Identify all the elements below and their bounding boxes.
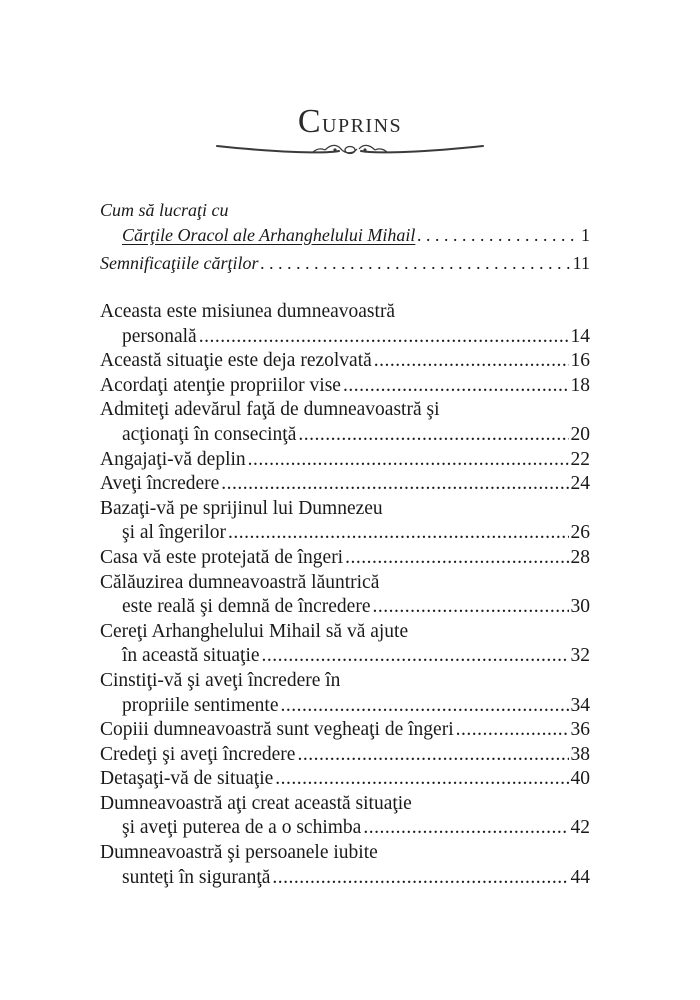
toc-entry-text: Aveţi încredere [100, 473, 220, 495]
toc-entry[interactable] [100, 448, 590, 473]
toc-entry-text: Dumneavoastră aţi creat această situaţie [100, 792, 412, 814]
dot-leader [456, 718, 569, 743]
toc-entry-text: Cereţi Arhanghelului Mihail să vă ajute [100, 620, 409, 642]
toc-entry[interactable] [100, 472, 590, 497]
toc-intro-section [100, 198, 590, 276]
toc-entry[interactable] [100, 398, 590, 447]
dot-leader [221, 472, 568, 497]
toc-list [100, 300, 590, 890]
dot-leader [260, 251, 570, 276]
toc-page-number: 28 [570, 546, 590, 568]
toc-entry-text: Această situaţie este deja rezolvată [100, 350, 372, 372]
dot-leader [262, 644, 569, 669]
dot-leader [417, 223, 579, 248]
toc-entry[interactable] [100, 497, 590, 546]
title-initial: C [297, 103, 323, 140]
toc-page-number: 22 [570, 448, 590, 470]
toc-entry-text: Angajaţi-vă deplin [100, 448, 246, 470]
toc-entry-text: propriile sentimente [122, 694, 279, 716]
toc-page-number: 38 [570, 743, 590, 765]
toc-page-number: 18 [570, 374, 590, 396]
toc-entry-text: Detaşaţi-vă de situaţie [100, 768, 274, 790]
toc-page-number: 36 [570, 719, 590, 741]
toc-page-number: 30 [570, 596, 590, 618]
toc-entry-text: sunteţi în siguranţă [122, 866, 271, 888]
toc-entry[interactable] [100, 198, 590, 247]
title-rest: uprins [322, 108, 403, 139]
toc-page-number: 11 [572, 253, 590, 273]
toc-entry-text: Credeţi şi aveţi încredere [100, 743, 296, 765]
toc-entry[interactable] [100, 349, 590, 374]
toc-page-number: 20 [570, 423, 590, 445]
toc-entry-text: Admiteţi adevărul faţă de dumneavoastră şi [100, 399, 440, 421]
dot-leader [372, 595, 568, 620]
toc-page-number: 1 [581, 224, 590, 245]
dot-leader [281, 694, 569, 719]
toc-entry[interactable] [100, 743, 590, 768]
toc-entry[interactable] [100, 300, 590, 349]
toc-page-number: 40 [570, 768, 590, 790]
page-title [0, 103, 700, 141]
dot-leader [363, 816, 568, 841]
toc-entry[interactable] [100, 620, 590, 669]
dot-leader [248, 448, 569, 473]
toc-entry-text: este reală şi demnă de încredere [122, 596, 371, 618]
toc-entry[interactable] [100, 546, 590, 571]
toc-entry-text: Copiii dumneavoastră sunt vegheaţi de îngeri [100, 719, 454, 741]
toc-entry-text: Cinstiţi-vă şi aveţi încredere în [100, 669, 341, 691]
dot-leader [228, 521, 569, 546]
dot-leader [275, 767, 568, 792]
toc-entry-text: Cărţile Oracol ale Arhanghelului Mihail [122, 224, 416, 245]
dot-leader [343, 374, 569, 399]
dot-leader [272, 866, 568, 891]
toc-entry[interactable] [100, 251, 590, 276]
toc-entry-text: şi aveţi puterea de a o schimba [122, 817, 362, 839]
toc-entry[interactable] [100, 571, 590, 620]
toc-page-number: 24 [570, 473, 590, 495]
toc-page-number: 34 [570, 694, 590, 716]
dot-leader [345, 546, 568, 571]
dot-leader [297, 743, 568, 768]
dot-leader [298, 423, 568, 448]
toc-entry-text: Aceasta este misiunea dumneavoastră [100, 301, 396, 322]
toc-entry[interactable] [100, 669, 590, 718]
toc-entry-text: acţionaţi în consecinţă [122, 423, 297, 445]
toc-entry[interactable] [100, 718, 590, 743]
toc-page-number: 42 [570, 817, 590, 839]
toc-page-number: 14 [570, 325, 590, 347]
toc-entry-text: şi al îngerilor [122, 522, 226, 544]
toc-entry-text: Dumneavoastră şi persoanele iubite [100, 842, 378, 864]
toc-entry[interactable] [100, 841, 590, 890]
toc-entry-text: Călăuzirea dumneavoastră lăuntrică [100, 571, 380, 593]
dot-leader [199, 325, 569, 350]
toc-entry[interactable] [100, 374, 590, 399]
toc-page-number: 44 [570, 866, 590, 888]
toc-entry-text: Acordaţi atenţie propriilor vise [100, 374, 341, 396]
toc-page-number: 26 [570, 522, 590, 544]
toc-entry-text: Semnificaţiile cărţilor [100, 253, 259, 273]
dot-leader [374, 349, 569, 374]
toc-entry-text: personală [122, 325, 197, 347]
toc-entry-text: Bazaţi-vă pe sprijinul lui Dumnezeu [100, 497, 383, 519]
toc-page-number: 32 [570, 645, 590, 667]
toc-entry-text: Casa vă este protejată de îngeri [100, 546, 344, 568]
toc-entry[interactable] [100, 767, 590, 792]
toc-entry[interactable] [100, 792, 590, 841]
toc-entry-text: Cum să lucraţi cu [100, 200, 229, 220]
toc-entry-text: în această situaţie [122, 645, 260, 667]
ornament-divider [213, 138, 487, 162]
toc-page-number: 16 [570, 350, 590, 372]
